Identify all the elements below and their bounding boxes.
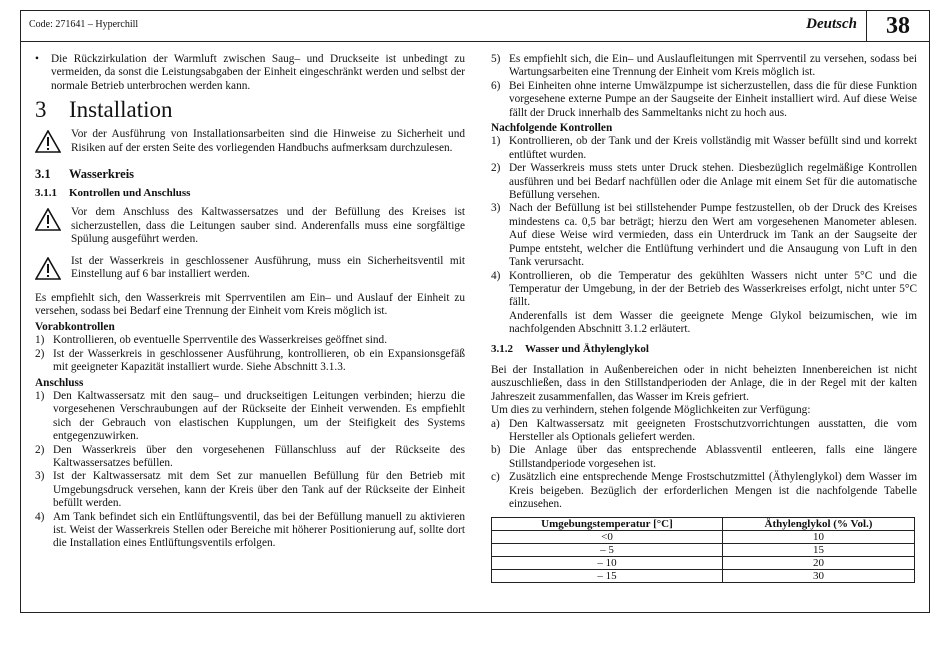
warning-block: Vor dem Anschluss des Kaltwassersatzes und der Befüllung des Kreises ist sicherzustellen, dass die Leitungen sauber sind. Anderenfalls muss eine sorgfältige Spülung ausgeführt werden. xyxy=(35,206,465,246)
table-row xyxy=(492,557,915,570)
table-cell: – 10 xyxy=(492,557,723,570)
warning-triangle-icon xyxy=(35,128,71,157)
page-frame xyxy=(20,10,930,613)
intro-bullet: • Die Rückzirkulation der Warmluft zwischen Saug– und Druckseite ist unbedingt zu vermeiden, da sonst die Leistungsabgaben der Einheit eingeschränkt werden und selbst der normale Betrieb unterbrochen werden kann. xyxy=(35,53,465,92)
list-item: 1) Kontrollieren, ob eventuelle Sperrventile des Wasserkreises geöffnet sind. xyxy=(35,334,388,347)
subsection-heading: 3.1 Wasserkreis xyxy=(35,166,135,181)
bullet-icon: • xyxy=(35,53,39,65)
subsubsection-heading: 3.1.1 Kontrollen und Anschluss xyxy=(35,187,191,200)
list-item: 3) Nach der Befüllung ist bei stillstehender Pumpe festzustellen, ob der Druck des Kreises mindestens ca. 0,5 bar beträgt; hierzu den Wert am vorgesehenen Manometer ablesen. Auf diese Weise wird vermieden, dass ein Unterdruck im Tank an der Saugseite der Pumpe entsteht, welcher die Entlüftung verhindert und die Ansaugung von Luft in den Tank verursacht. xyxy=(491,202,917,269)
list-item: 4) Am Tank befindet sich ein Entlüftungsventil, das bei der Befüllung manuell zu aktivieren ist. Weist der Wasserkreis Stellen oder Bereiche mit höherer Positionierung auf, sollte dort die Installation eines Entlüftungsventils erfolgen. xyxy=(35,510,465,550)
list-heading: Nachfolgende Kontrollen xyxy=(491,122,613,135)
document-code: Code: 271641 – Hyperchill xyxy=(29,19,139,30)
list-item: 3) Ist der Kaltwassersatz mit dem Set zur manuellen Befüllung für den Betrieb mit Umgebungsdruck versehen, kann der Kreis über den Tank auf der Rückseite der Einheit befüllt werden. xyxy=(35,470,465,510)
list-item: 1) Den Kaltwassersatz mit den saug– und druckseitigen Leitungen verbinden; hierzu die vorgesehenen Verschraubungen auf der Rückseite der Einheit verwenden. Es empfiehlt sich der Gebrauch von elastischen Kupplungen, um der Steifigkeit des Systems entgegenzuwirken. xyxy=(35,389,465,443)
table-cell: 20 xyxy=(722,557,914,570)
section-heading xyxy=(35,97,465,123)
list-note: Anderenfalls ist dem Wasser die geeignete Menge Glykol beizumischen, wie im nachfolgenden Abschnitt 3.1.2 erläutert. xyxy=(509,309,917,336)
table-header-cell: Umgebungstemperatur [°C] xyxy=(492,518,723,531)
table-row xyxy=(492,544,915,557)
paragraph: Bei der Installation in Außenbereichen oder in nicht beheizten Innenbereichen ist nicht auszuschließen, dass in den Stillstandperioden der Anlage, die in der Regel mit der kalten Jahreszeit zusammenfallen, das Wasser im Kreis gefriert. xyxy=(491,363,917,403)
list-heading: Anschluss xyxy=(35,376,84,389)
table-cell: 10 xyxy=(722,531,914,544)
table-cell: <0 xyxy=(492,531,723,544)
list-heading: Vorabkontrollen xyxy=(35,320,115,333)
subsubsection-heading: 3.1.2 Wasser und Äthylenglykol xyxy=(491,342,649,355)
section-number: 3 xyxy=(35,97,47,123)
list-item: 2) Der Wasserkreis muss stets unter Druck stehen. Diesbezüglich regelmäßige Kontrollen ausführen und bei Bedarf nachfüllen oder die Anlage mit einem Set für die automatische Befüllung versehen. xyxy=(491,162,917,202)
list-item: 6) Bei Einheiten ohne interne Umwälzpumpe ist sicherzustellen, dass die für diese Funktion vorgesehene externe Pumpe an der Saugseite der Einheit installiert wird. Auf diese Weise fällt der Druck innerhalb des Sammeltanks nicht zu hoch aus. xyxy=(491,79,917,119)
list-item: a) Den Kaltwassersatz mit geeigneten Frostschutzvorrichtungen ausstatten, die vom Hersteller als Optionals geliefert werden. xyxy=(491,417,917,443)
table-cell: – 5 xyxy=(492,544,723,557)
language-label: Deutsch xyxy=(806,16,857,32)
warning-block: Ist der Wasserkreis in geschlossener Ausführung, muss ein Sicherheitsventil mit Einstellung auf 6 bar installiert werden. xyxy=(35,255,465,284)
warning-block: Vor der Ausführung von Installationsarbeiten sind die Hinweise zu Sicherheit und Risiken auf der ersten Seite des vorliegenden Handbuchs aufmerksam durchzulesen. xyxy=(35,128,465,157)
page-header xyxy=(21,11,929,42)
table-row xyxy=(492,531,915,544)
table-cell: – 15 xyxy=(492,570,723,583)
table-header-cell: Äthylenglykol (% Vol.) xyxy=(722,518,914,531)
list-item: 1) Kontrollieren, ob der Tank und der Kreis vollständig mit Wasser befüllt sind und korrekt entlüftet wurden. xyxy=(491,135,917,161)
paragraph: Es empfiehlt sich, den Wasserkreis mit Sperrventilen am Ein– und Auslauf der Einheit zu versehen, sodass bei Bedarf eine Trennung der Einheit vom Kreis möglich ist. xyxy=(35,292,465,318)
list-item: 5) Es empfiehlt sich, die Ein– und Auslaufleitungen mit Sperrventil zu versehen, sodass bei Wartungsarbeiten eine Trennung der Einheit vom Kreis möglich ist. xyxy=(491,53,917,79)
section-title: Installation xyxy=(69,97,173,123)
list-item: 2) Den Wasserkreis über den vorgesehenen Füllanschluss auf der Rückseite des Kaltwassersatzes befüllen. xyxy=(35,443,465,469)
table-cell: 15 xyxy=(722,544,914,557)
list-item: c) Zusätzlich eine entsprechende Menge Frostschutzmittel (Äthylenglykol) dem Wasser im Kreis beigeben. Bezüglich der erforderlichen Mengen ist die nachfolgende Tabelle einzusehen. xyxy=(491,471,917,510)
table-cell: 30 xyxy=(722,570,914,583)
table-row xyxy=(492,570,915,583)
table-header-row xyxy=(492,518,915,531)
list-item: 4) Kontrollieren, ob die Temperatur des gekühlten Wassers nicht unter 5°C und die Temperatur der Umgebung, in der der Betrieb des Wasserkreises erfolgt, nicht unter 5°C fällt. xyxy=(491,269,917,309)
warning-triangle-icon xyxy=(35,255,71,284)
warning-triangle-icon xyxy=(35,206,71,246)
list-item: 2) Ist der Wasserkreis in geschlossener Ausführung, kontrollieren, ob ein Expansionsgefäß mit geeigneter Kapazität installiert wurde. Siehe Abschnitt 3.1.3. xyxy=(35,347,465,374)
list-item: b) Die Anlage über das entsprechende Ablassventil entleeren, falls eine längere Stillstandperiode vorgesehen ist. xyxy=(491,444,917,470)
page-number: 38 xyxy=(886,13,910,39)
glycol-table xyxy=(491,517,915,583)
right-column xyxy=(491,53,917,583)
paragraph: Um dies zu verhindern, stehen folgende Möglichkeiten zur Verfügung: xyxy=(491,404,811,417)
left-column xyxy=(35,53,465,551)
